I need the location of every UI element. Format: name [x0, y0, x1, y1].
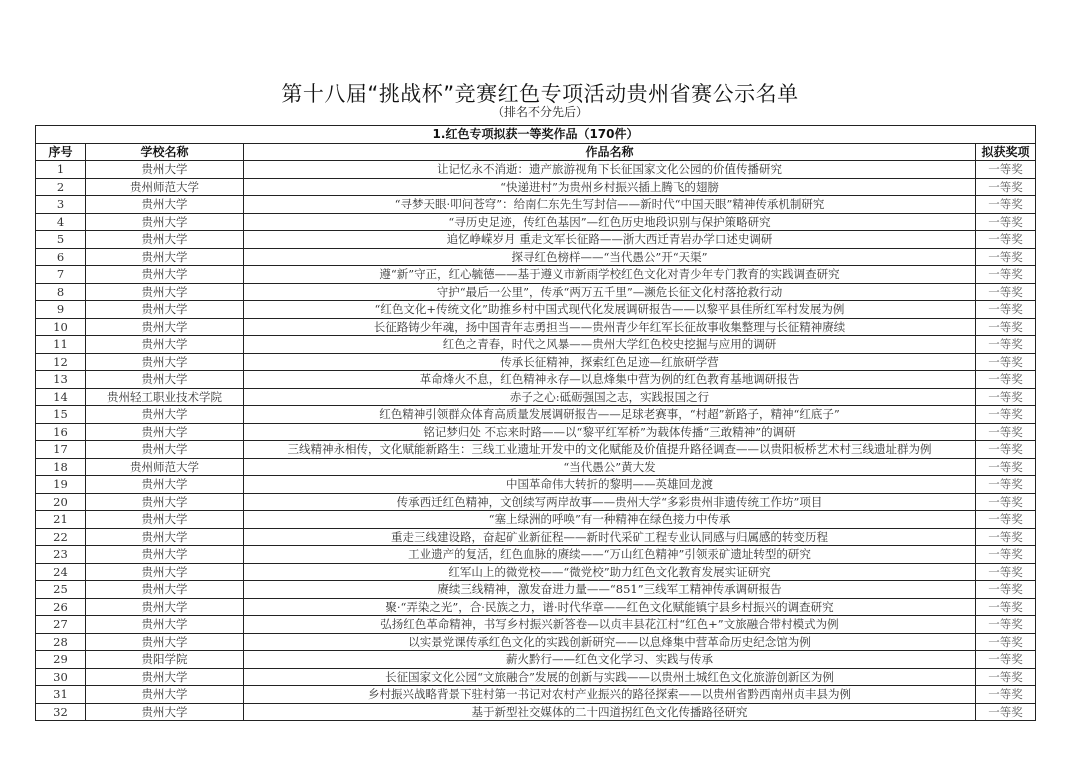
- row-index: 10: [36, 318, 86, 336]
- row-work: 赤子之心:砥砺强国之志，实践报国之行: [244, 388, 976, 406]
- row-school: 贵州轻工职业技术学院: [86, 388, 244, 406]
- row-index: 8: [36, 283, 86, 301]
- row-school: 贵州大学: [86, 511, 244, 529]
- section-title-row: [36, 126, 1036, 144]
- row-school: 贵州大学: [86, 336, 244, 354]
- row-award: 一等奖: [976, 686, 1036, 704]
- row-index: 2: [36, 178, 86, 196]
- table-body: [36, 161, 1036, 721]
- table-row: [36, 266, 1036, 284]
- row-school: 贵州大学: [86, 703, 244, 721]
- row-school: 贵州大学: [86, 318, 244, 336]
- table-row: [36, 353, 1036, 371]
- row-school: 贵州大学: [86, 213, 244, 231]
- table-row: [36, 511, 1036, 529]
- row-work: 遵“新”守正，红心毓德——基于遵义市新雨学校红色文化对青少年专门教育的实践调查研究: [244, 266, 976, 284]
- row-index: 4: [36, 213, 86, 231]
- row-school: 贵州大学: [86, 528, 244, 546]
- row-work: 铭记梦归处 不忘来时路——以“黎平红军桥”为载体传播“三敢精神”的调研: [244, 423, 976, 441]
- table-row: [36, 423, 1036, 441]
- row-work: 红色精神引领群众体育高质量发展调研报告——足球老赛事，“村超”新路子，精神“红底子”: [244, 406, 976, 424]
- row-school: 贵州大学: [86, 266, 244, 284]
- table-row: [36, 196, 1036, 214]
- row-school: 贵州大学: [86, 406, 244, 424]
- table-row: [36, 581, 1036, 599]
- row-award: 一等奖: [976, 248, 1036, 266]
- row-index: 25: [36, 581, 86, 599]
- row-index: 29: [36, 651, 86, 669]
- table-row: [36, 336, 1036, 354]
- row-school: 贵州大学: [86, 616, 244, 634]
- table-row: [36, 598, 1036, 616]
- row-work: 中国革命伟大转折的黎明——英雄回龙渡: [244, 476, 976, 494]
- row-school: 贵州大学: [86, 546, 244, 564]
- header-index: 序号: [36, 143, 86, 161]
- row-award: 一等奖: [976, 301, 1036, 319]
- row-index: 26: [36, 598, 86, 616]
- row-index: 7: [36, 266, 86, 284]
- table-row: [36, 178, 1036, 196]
- row-index: 17: [36, 441, 86, 459]
- row-award: 一等奖: [976, 476, 1036, 494]
- header-work: 作品名称: [244, 143, 976, 161]
- award-list-table: [35, 125, 1036, 721]
- row-index: 20: [36, 493, 86, 511]
- row-school: 贵州大学: [86, 371, 244, 389]
- row-school: 贵州大学: [86, 231, 244, 249]
- row-work: 传承长征精神，探索红色足迹—红旅研学营: [244, 353, 976, 371]
- table-row: [36, 248, 1036, 266]
- row-index: 14: [36, 388, 86, 406]
- row-work: 重走三线建设路，奋起矿业新征程——新时代采矿工程专业认同感与归属感的转变历程: [244, 528, 976, 546]
- row-school: 贵州大学: [86, 248, 244, 266]
- row-award: 一等奖: [976, 336, 1036, 354]
- row-index: 30: [36, 668, 86, 686]
- table-row: [36, 476, 1036, 494]
- table-row: [36, 668, 1036, 686]
- row-award: 一等奖: [976, 441, 1036, 459]
- header-award: 拟获奖项: [976, 143, 1036, 161]
- row-award: 一等奖: [976, 283, 1036, 301]
- row-school: 贵州师范大学: [86, 178, 244, 196]
- row-index: 19: [36, 476, 86, 494]
- row-school: 贵阳学院: [86, 651, 244, 669]
- row-index: 15: [36, 406, 86, 424]
- row-award: 一等奖: [976, 353, 1036, 371]
- table-row: [36, 388, 1036, 406]
- table-row: [36, 616, 1036, 634]
- row-school: 贵州大学: [86, 476, 244, 494]
- row-school: 贵州大学: [86, 301, 244, 319]
- row-award: 一等奖: [976, 598, 1036, 616]
- row-work: 长征国家文化公园“文旅融合”发展的创新与实践——以贵州土城红色文化旅游创新区为例: [244, 668, 976, 686]
- row-award: 一等奖: [976, 423, 1036, 441]
- row-school: 贵州大学: [86, 161, 244, 179]
- document-title: 第十八届“挑战杯”竞赛红色专项活动贵州省赛公示名单: [281, 82, 799, 106]
- row-award: 一等奖: [976, 161, 1036, 179]
- document-subtitle: （排名不分先后）: [491, 105, 588, 119]
- row-work: “寻历史足迹，传红色基因”—红色历史地段识别与保护策略研究: [244, 213, 976, 231]
- row-award: 一等奖: [976, 563, 1036, 581]
- table-row: [36, 161, 1036, 179]
- table-row: [36, 703, 1036, 721]
- table-row: [36, 458, 1036, 476]
- row-award: 一等奖: [976, 546, 1036, 564]
- row-work: 革命烽火不息，红色精神永存—以息烽集中营为例的红色教育基地调研报告: [244, 371, 976, 389]
- row-work: 守护“最后一公里”，传承“两万五千里”—濒危长征文化村落抢救行动: [244, 283, 976, 301]
- row-work: 三线精神永相传，文化赋能新路生：三线工业遗址开发中的文化赋能及价值提升路径调查——以贵阳板桥艺术村三线遗址群为例: [244, 441, 976, 459]
- row-award: 一等奖: [976, 703, 1036, 721]
- row-work: “当代愚公”黄大发: [244, 458, 976, 476]
- table-row: [36, 563, 1036, 581]
- row-school: 贵州大学: [86, 598, 244, 616]
- table-row: [36, 406, 1036, 424]
- row-work: 薪火黔行——红色文化学习、实践与传承: [244, 651, 976, 669]
- row-school: 贵州大学: [86, 686, 244, 704]
- row-index: 22: [36, 528, 86, 546]
- row-school: 贵州大学: [86, 668, 244, 686]
- row-index: 11: [36, 336, 86, 354]
- row-school: 贵州大学: [86, 283, 244, 301]
- row-work: 弘扬红色革命精神，书写乡村振兴新答卷—以贞丰县花江村“红色+”文旅融合带村模式为例: [244, 616, 976, 634]
- row-work: 长征路铸少年魂，扬中国青年志勇担当——贵州青少年红军长征故事收集整理与长征精神赓续: [244, 318, 976, 336]
- row-index: 32: [36, 703, 86, 721]
- row-award: 一等奖: [976, 318, 1036, 336]
- row-work: 红军山上的微党校——“微党校”助力红色文化教育发展实证研究: [244, 563, 976, 581]
- row-school: 贵州大学: [86, 633, 244, 651]
- row-index: 28: [36, 633, 86, 651]
- row-school: 贵州大学: [86, 493, 244, 511]
- row-school: 贵州大学: [86, 563, 244, 581]
- row-index: 13: [36, 371, 86, 389]
- row-school: 贵州大学: [86, 353, 244, 371]
- table-row: [36, 528, 1036, 546]
- row-index: 12: [36, 353, 86, 371]
- header-row: [36, 143, 1036, 161]
- row-work: “快递进村”为贵州乡村振兴插上腾飞的翅膀: [244, 178, 976, 196]
- row-award: 一等奖: [976, 178, 1036, 196]
- row-work: “塞上绿洲的呼唤”有一种精神在绿色接力中传承: [244, 511, 976, 529]
- row-index: 9: [36, 301, 86, 319]
- table-row: [36, 231, 1036, 249]
- row-work: 以实景党课传承红色文化的实践创新研究——以息烽集中营革命历史纪念馆为例: [244, 633, 976, 651]
- table-row: [36, 493, 1036, 511]
- section-title: 1.红色专项拟获一等奖作品（170件）: [36, 126, 1036, 144]
- row-school: 贵州大学: [86, 423, 244, 441]
- row-work: 追忆峥嵘岁月 重走文军长征路——浙大西迁青岩办学口述史调研: [244, 231, 976, 249]
- row-index: 18: [36, 458, 86, 476]
- row-award: 一等奖: [976, 196, 1036, 214]
- row-index: 31: [36, 686, 86, 704]
- row-award: 一等奖: [976, 633, 1036, 651]
- table-row: [36, 371, 1036, 389]
- row-award: 一等奖: [976, 213, 1036, 231]
- header-school: 学校名称: [86, 143, 244, 161]
- row-award: 一等奖: [976, 458, 1036, 476]
- table-row: [36, 546, 1036, 564]
- row-award: 一等奖: [976, 511, 1036, 529]
- row-school: 贵州大学: [86, 196, 244, 214]
- row-award: 一等奖: [976, 651, 1036, 669]
- row-award: 一等奖: [976, 371, 1036, 389]
- row-index: 5: [36, 231, 86, 249]
- row-award: 一等奖: [976, 616, 1036, 634]
- row-school: 贵州大学: [86, 441, 244, 459]
- row-award: 一等奖: [976, 231, 1036, 249]
- table-row: [36, 651, 1036, 669]
- table-row: [36, 686, 1036, 704]
- row-work: 传承西迁红色精神，文创续写两岸故事——贵州大学“多彩贵州非遗传统工作坊”项目: [244, 493, 976, 511]
- row-award: 一等奖: [976, 388, 1036, 406]
- row-index: 23: [36, 546, 86, 564]
- row-work: 乡村振兴战略背景下驻村第一书记对农村产业振兴的路径探索——以贵州省黔西南州贞丰县为例: [244, 686, 976, 704]
- row-index: 24: [36, 563, 86, 581]
- row-award: 一等奖: [976, 493, 1036, 511]
- row-award: 一等奖: [976, 406, 1036, 424]
- row-award: 一等奖: [976, 668, 1036, 686]
- row-index: 16: [36, 423, 86, 441]
- row-index: 1: [36, 161, 86, 179]
- row-work: 让记忆永不消逝：遗产旅游视角下长征国家文化公园的价值传播研究: [244, 161, 976, 179]
- row-award: 一等奖: [976, 266, 1036, 284]
- row-award: 一等奖: [976, 528, 1036, 546]
- row-work: 探寻红色榜样——“当代愚公”开“天渠”: [244, 248, 976, 266]
- row-work: 赓续三线精神，激发奋进力量——“851”三线军工精神传承调研报告: [244, 581, 976, 599]
- table-row: [36, 283, 1036, 301]
- row-work: 基于新型社交媒体的二十四道拐红色文化传播路径研究: [244, 703, 976, 721]
- table-row: [36, 301, 1036, 319]
- row-school: 贵州师范大学: [86, 458, 244, 476]
- table-row: [36, 441, 1036, 459]
- row-school: 贵州大学: [86, 581, 244, 599]
- row-work: “寻梦天眼·叩问苍穹”：给南仁东先生写封信——新时代“中国天眼”精神传承机制研究: [244, 196, 976, 214]
- table-row: [36, 318, 1036, 336]
- table-row: [36, 213, 1036, 231]
- row-award: 一等奖: [976, 581, 1036, 599]
- row-work: 红色之青春，时代之风暴——贵州大学红色校史挖掘与应用的调研: [244, 336, 976, 354]
- row-index: 21: [36, 511, 86, 529]
- table-row: [36, 633, 1036, 651]
- row-index: 3: [36, 196, 86, 214]
- row-index: 27: [36, 616, 86, 634]
- row-index: 6: [36, 248, 86, 266]
- row-work: 聚·“弄染之光”，合·民族之力，谱·时代华章——红色文化赋能镇宁县乡村振兴的调查研究: [244, 598, 976, 616]
- row-work: 工业遗产的复活，红色血脉的赓续——“万山红色精神”引领汞矿遗址转型的研究: [244, 546, 976, 564]
- row-work: “红色文化+传统文化”助推乡村中国式现代化发展调研报告——以黎平县佳所红军村发展为例: [244, 301, 976, 319]
